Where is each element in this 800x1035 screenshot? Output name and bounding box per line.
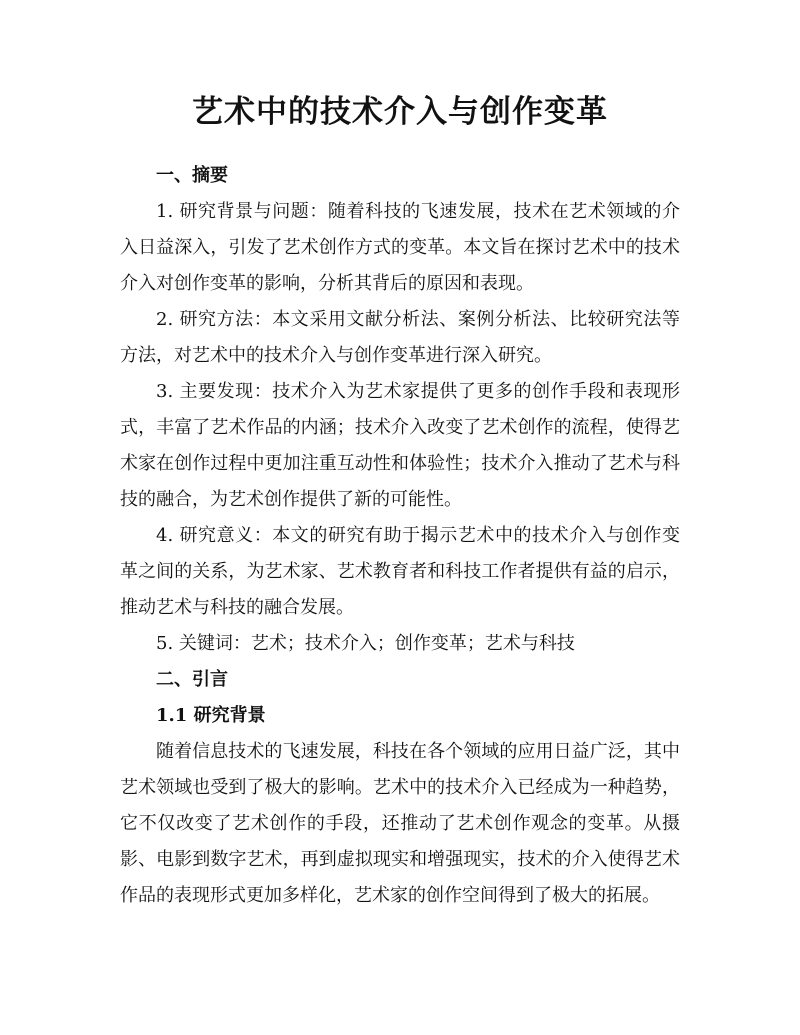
abstract-paragraph-keywords: 5. 关键词：艺术；技术介入；创作变革；艺术与科技 — [156, 633, 575, 654]
section-heading-abstract: 一、摘要 — [156, 165, 228, 186]
introduction-section — [120, 662, 680, 914]
abstract-section — [120, 158, 680, 662]
subheading-research-background: 1.1 研究背景 — [156, 705, 266, 726]
abstract-paragraph-significance: 4. 研究意义：本文的研究有助于揭示艺术中的技术介入与创作变革之间的关系，为艺术家、艺术教育者和科技工作者提供有益的启示，推动艺术与科技的融合发展。 — [120, 525, 680, 618]
introduction-paragraph: 随着信息技术的飞速发展，科技在各个领域的应用日益广泛，其中艺术领域也受到了极大的影响。艺术中的技术介入已经成为一种趋势，它不仅改变了艺术创作的手段，还推动了艺术创作观念的变革。从摄影、电影到数字艺术，再到虚拟现实和增强现实，技术的介入使得艺术作品的表现形式更加多样化，艺术家的创作空间得到了极大的拓展。 — [120, 741, 680, 906]
abstract-paragraph-background: 1. 研究背景与问题：随着科技的飞速发展，技术在艺术领域的介入日益深入，引发了艺术创作方式的变革。本文旨在探讨艺术中的技术介入对创作变革的影响，分析其背后的原因和表现。 — [120, 201, 680, 294]
abstract-paragraph-methods: 2. 研究方法：本文采用文献分析法、案例分析法、比较研究法等方法，对艺术中的技术介入与创作变革进行深入研究。 — [120, 309, 680, 366]
section-heading-introduction: 二、引言 — [156, 669, 228, 690]
abstract-paragraph-findings: 3. 主要发现：技术介入为艺术家提供了更多的创作手段和表现形式，丰富了艺术作品的内涵；技术介入改变了艺术创作的流程，使得艺术家在创作过程中更加注重互动性和体验性；技术介入推动了艺术与科技的融合，为艺术创作提供了新的可能性。 — [120, 381, 680, 510]
document-title: 艺术中的技术介入与创作变革 — [192, 94, 608, 130]
